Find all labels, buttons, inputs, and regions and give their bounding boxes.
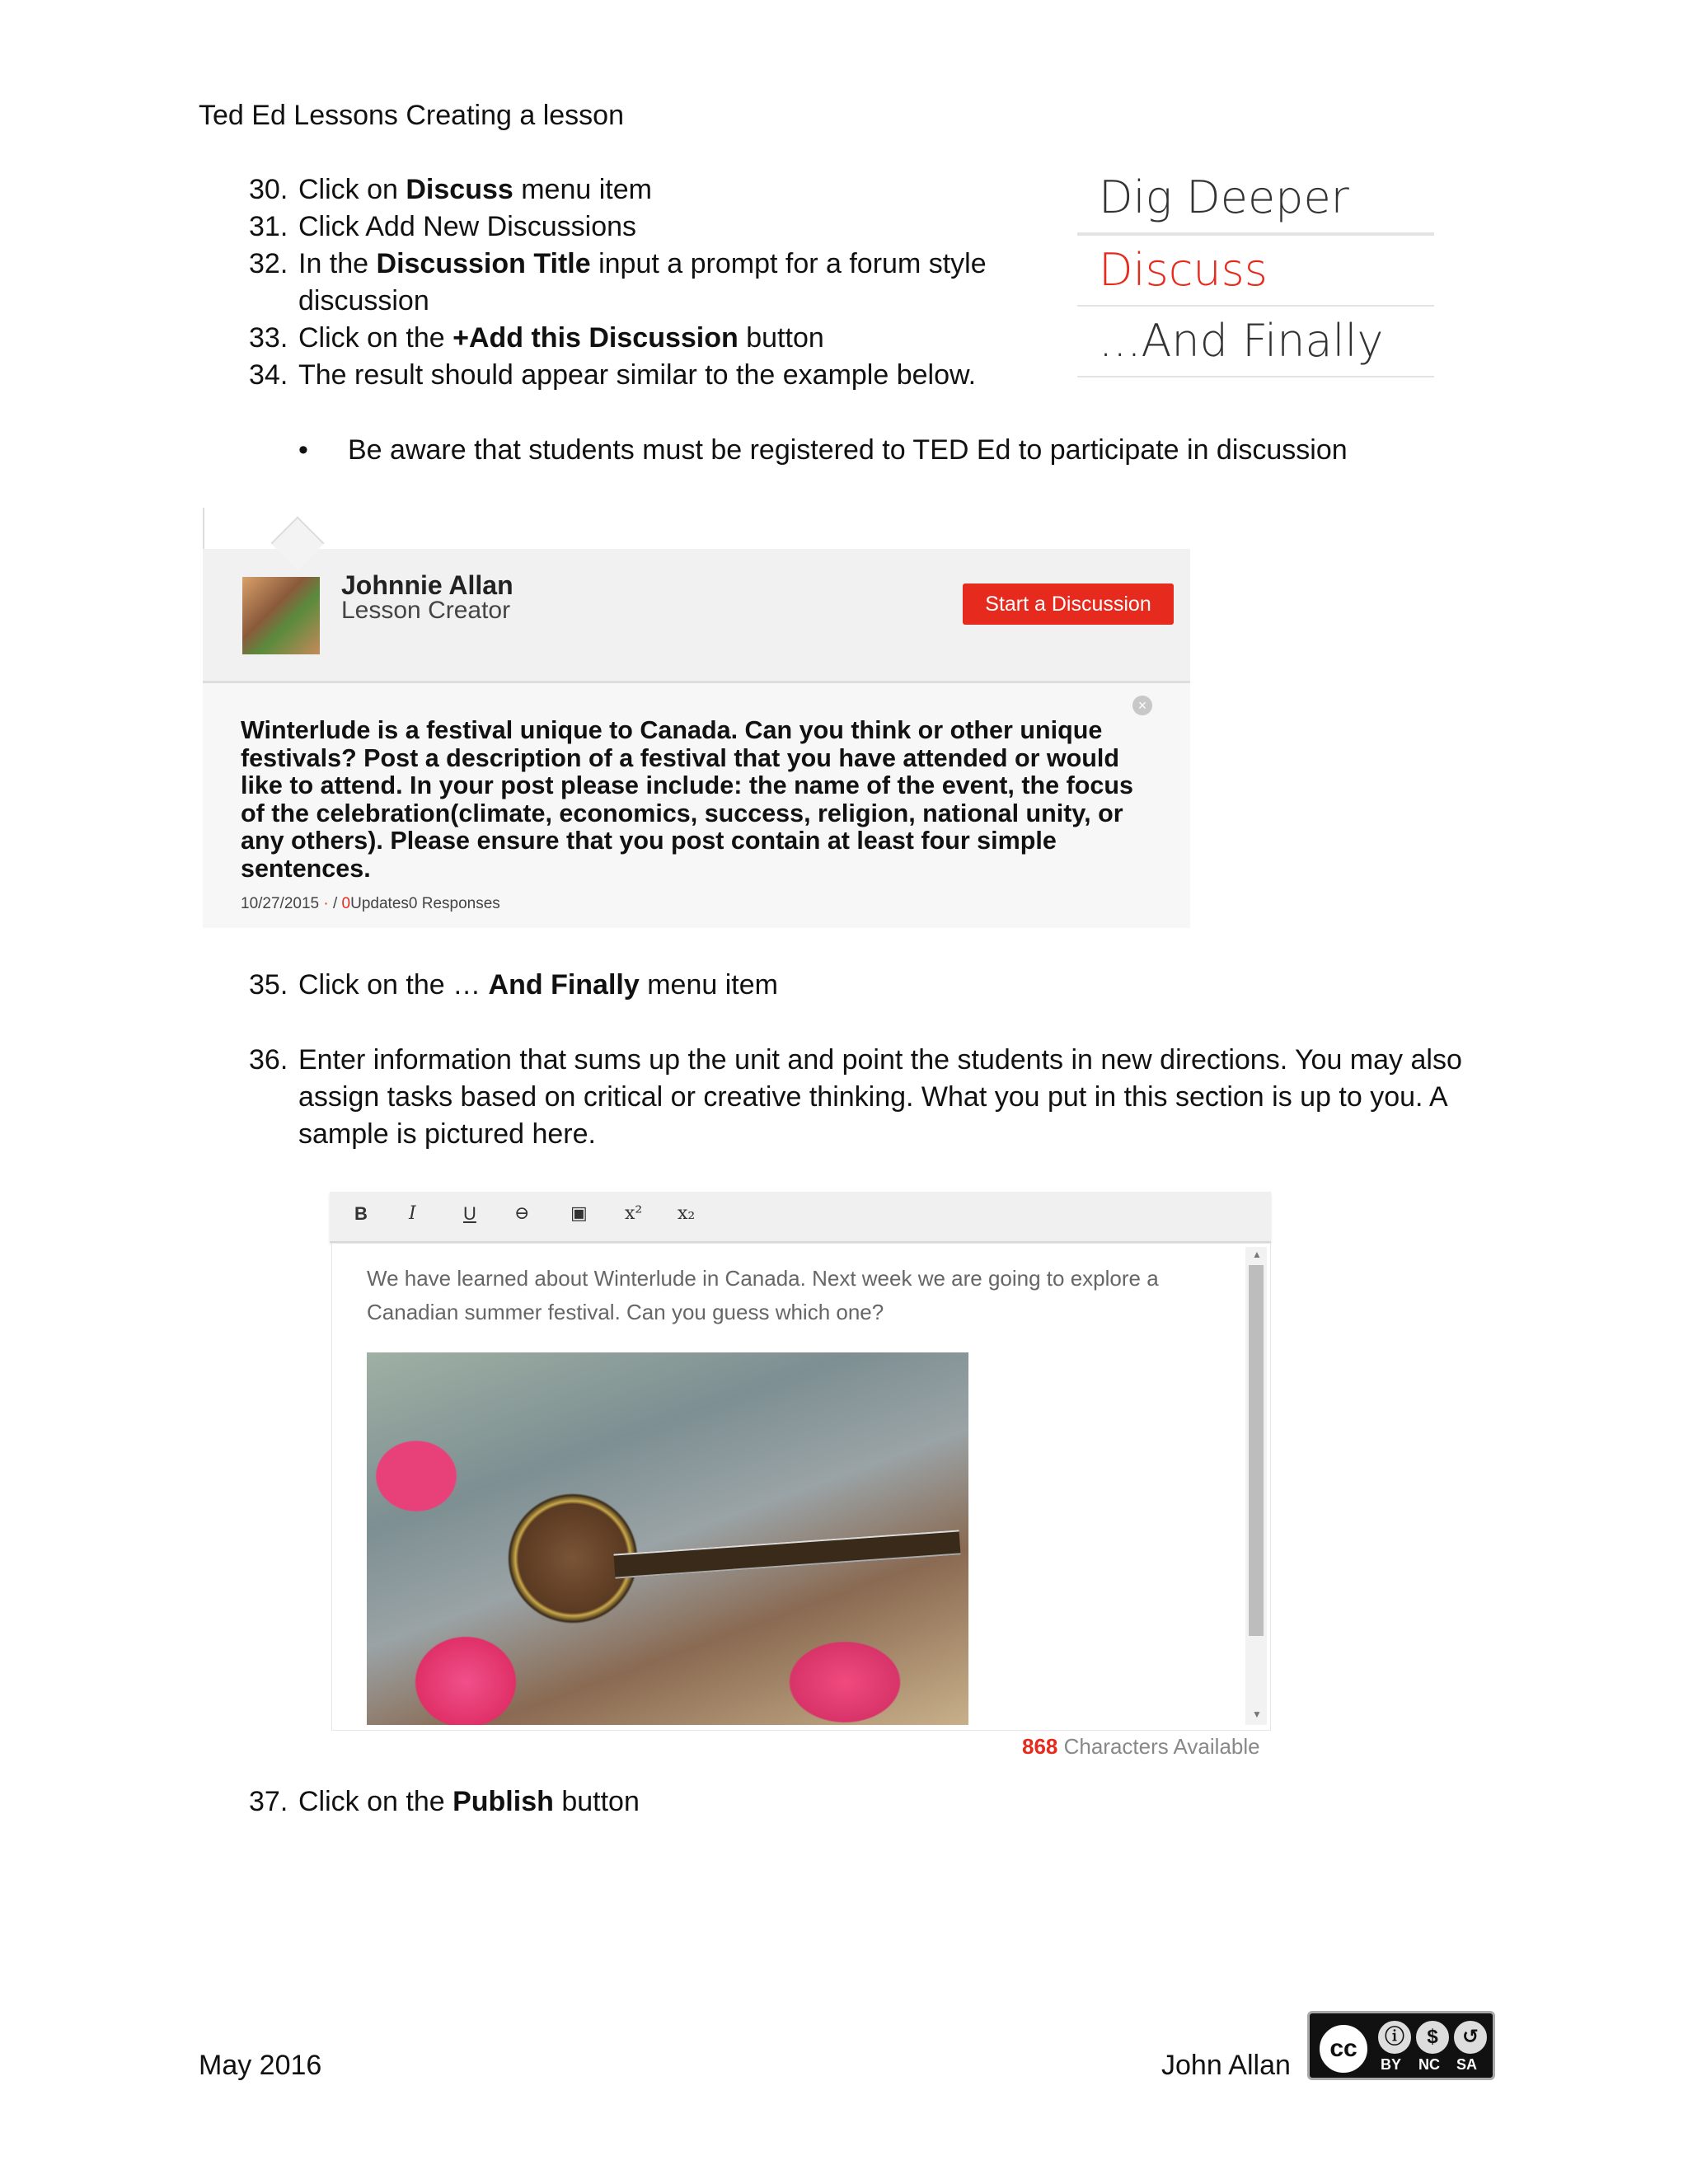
- discussion-date: 10/27/2015: [241, 895, 320, 912]
- editor-text: We have learned about Winterlude in Canada. Next week we are going to explore a Canadian summer festival. Can you guess which one?: [367, 1266, 1159, 1324]
- step-number: 36.: [249, 1044, 288, 1076]
- scroll-up-icon[interactable]: ▲: [1252, 1249, 1262, 1260]
- underline-button[interactable]: U: [463, 1203, 476, 1224]
- step-number: 33.: [249, 322, 288, 354]
- bullet-note: Be aware that students must be registered to TED Ed to participate in discussion: [348, 434, 1348, 466]
- step-item: 30. Click on Discuss menu item: [0, 171, 1055, 209]
- step-item-continuation: discussion: [298, 285, 429, 316]
- banjo-player-image: [367, 1352, 968, 1725]
- discussion-meta: 10/27/2015 · / 0Updates0 Responses: [241, 895, 500, 912]
- step-item: 32. In the Discussion Title input a prompt for a forum style: [0, 246, 1055, 283]
- menu-item-dig-deeper[interactable]: Dig Deeper: [1077, 163, 1434, 234]
- footer-date: May 2016: [199, 2050, 322, 2081]
- discussion-card: [203, 508, 1190, 928]
- step-number: 32.: [249, 248, 288, 279]
- step-number: 30.: [249, 174, 288, 205]
- editor-scrollbar[interactable]: [1245, 1247, 1267, 1725]
- footer-author: John Allan: [1161, 2050, 1291, 2081]
- editor-content[interactable]: [331, 1243, 1271, 1731]
- cc-license-badge: cc ⓘ $ ↺ BY NC SA: [1307, 2011, 1495, 2080]
- menu-item-discuss[interactable]: Discuss: [1077, 234, 1434, 307]
- noncommercial-icon: $: [1414, 2018, 1451, 2056]
- step-item: 36. Enter information that sums up the unit and point the students in new directions. You may also assign tasks based on critical or creative thinking. What you put in this section is up to you. A sample is pictured here.: [0, 1042, 1500, 1157]
- editor-toolbar: [330, 1192, 1271, 1243]
- link-icon[interactable]: ⊖: [514, 1203, 530, 1224]
- avatar: [242, 577, 320, 654]
- rich-text-editor: [330, 1192, 1271, 1752]
- document-header: Ted Ed Lessons Creating a lesson: [199, 100, 624, 131]
- scroll-down-icon[interactable]: ▼: [1252, 1708, 1262, 1720]
- discussion-prompt: Winterlude is a festival unique to Canada. Can you think or other unique festivals? Post a description of a festival that you have attended or would like to attend. In your post please include: the name of the event, the focus of the celebration(climate, economics, success, religion, national unity, or any others). Please ensure that you post contain at least four simple sentences.: [241, 716, 1133, 883]
- author-role: Lesson Creator: [341, 597, 511, 624]
- image-icon[interactable]: ▣: [570, 1203, 588, 1224]
- superscript-button[interactable]: x²: [625, 1203, 643, 1224]
- attribution-icon: ⓘ: [1376, 2018, 1414, 2056]
- responses-label[interactable]: 0 Responses: [408, 895, 500, 912]
- characters-available: 868 Characters Available: [1022, 1734, 1260, 1759]
- step-number: 35.: [249, 969, 288, 1001]
- step-item: 37. Click on the Publish button: [0, 1783, 1055, 1821]
- updates-label[interactable]: Updates: [350, 895, 409, 912]
- subscript-button[interactable]: x₂: [678, 1203, 696, 1224]
- cc-icon: cc: [1316, 2022, 1371, 2076]
- menu-item-and-finally[interactable]: ...And Finally: [1077, 307, 1434, 377]
- card-top-edge: [203, 508, 1192, 549]
- lesson-menu: [1077, 163, 1434, 377]
- close-icon[interactable]: ×: [1132, 696, 1152, 715]
- start-discussion-button[interactable]: Start a Discussion: [963, 583, 1174, 625]
- step-number: 37.: [249, 1786, 288, 1817]
- step-item: 33. Click on the +Add this Discussion button: [0, 320, 1055, 357]
- step-item: 34. The result should appear similar to the example below.: [0, 357, 1055, 394]
- step-number: 31.: [249, 211, 288, 242]
- characters-count: 868: [1022, 1734, 1058, 1759]
- author-name: Johnnie Allan: [341, 570, 513, 600]
- banjo-neck: [613, 1530, 960, 1578]
- step-number: 34.: [249, 359, 288, 391]
- share-alike-icon: ↺: [1451, 2018, 1489, 2056]
- updates-count: 0: [341, 895, 351, 912]
- bullet-dot: •: [298, 434, 308, 466]
- step-item: 31. Click Add New Discussions: [0, 209, 1055, 246]
- scrollbar-thumb[interactable]: [1249, 1265, 1264, 1636]
- step-item: 35. Click on the … And Finally menu item: [0, 967, 1055, 1004]
- bold-button[interactable]: B: [354, 1203, 368, 1224]
- italic-button[interactable]: I: [409, 1203, 416, 1224]
